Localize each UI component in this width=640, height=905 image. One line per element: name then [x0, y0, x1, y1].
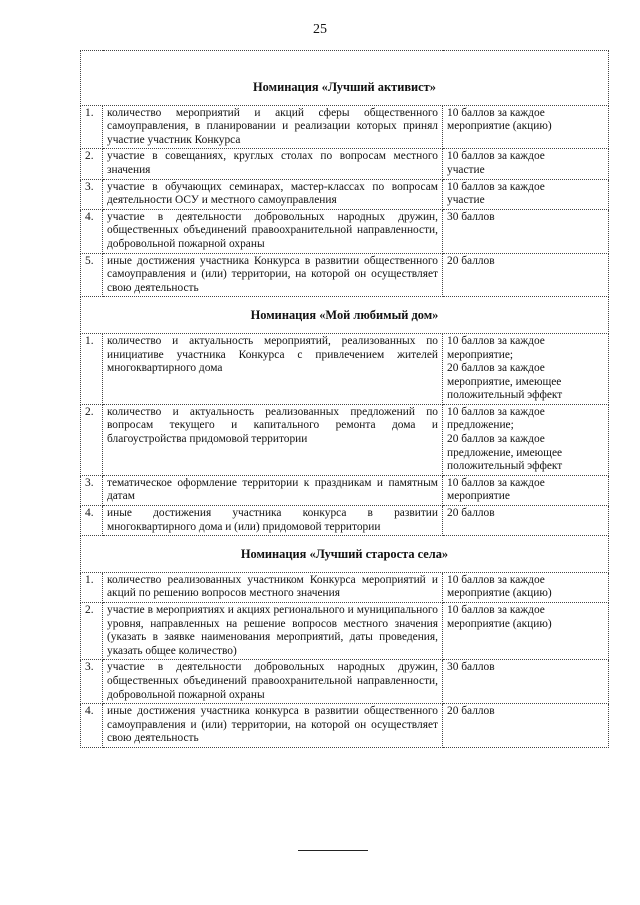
row-number: 4.: [81, 209, 103, 253]
row-number: 3.: [81, 475, 103, 505]
criterion-text: иные достижения участника конкурса в развитии многоквартирного дома и (или) придомовой территории: [103, 506, 443, 536]
table-row: [81, 475, 609, 505]
score-cell: [443, 475, 609, 505]
score-line: мероприятие (акцию): [447, 587, 552, 600]
criterion-text: иные достижения участника конкурса в развитии общественного самоуправления и (или) территории, на которой он осуществляет свою деятельность: [103, 704, 443, 748]
score-cell: [443, 506, 609, 536]
score-line: предложение;: [447, 419, 514, 432]
score-line: участие: [447, 163, 485, 176]
page-number: 25: [313, 22, 327, 37]
row-number: 1.: [81, 105, 103, 149]
score-line: 30 баллов: [447, 210, 495, 223]
criterion-text: тематическое оформление территории к праздникам и памятным датам: [103, 475, 443, 505]
score-line: 10 баллов за каждое: [447, 405, 545, 418]
criterion-text: участие в деятельности добровольных народных дружин, общественных объединений правоохранительной направленности, добровольной пожарной охраны: [103, 209, 443, 253]
table-row: [81, 333, 609, 404]
score-line: 10 баллов за каждое: [447, 150, 545, 163]
score-line: 30 баллов: [447, 661, 495, 674]
table-row: [81, 209, 609, 253]
criterion-text: иные достижения участника Конкурса в развитии общественного самоуправления и (или) территории, на которой он осуществляет свою деятельность: [103, 253, 443, 297]
score-line: мероприятие, имеющее: [447, 375, 562, 388]
row-number: 4.: [81, 704, 103, 748]
section-title: Номинация «Лучший староста села»: [81, 536, 609, 573]
score-line: 10 баллов за каждое: [447, 604, 545, 616]
score-cell: [443, 603, 609, 660]
section-header-row: [81, 536, 609, 573]
row-number: 3.: [81, 179, 103, 209]
score-line: 20 баллов за каждое: [447, 362, 545, 375]
score-line: мероприятие (акцию): [447, 617, 552, 630]
criterion-text: количество и актуальность реализованных предложений по вопросам текущего и капитального ремонта дома и благоустройства придомовой территории: [103, 404, 443, 475]
table-row: [81, 404, 609, 475]
score-line: 10 баллов за каждое: [447, 573, 545, 586]
score-line: 10 баллов за каждое: [447, 106, 545, 119]
score-cell: [443, 333, 609, 404]
section-header-row: [81, 51, 609, 106]
score-line: 20 баллов: [447, 705, 495, 718]
score-line: 10 баллов за каждое: [447, 476, 545, 489]
row-number: 3.: [81, 660, 103, 704]
score-line: мероприятие;: [447, 348, 514, 361]
score-line: 20 баллов: [447, 254, 495, 267]
score-line: положительный эффект: [447, 460, 563, 473]
score-line: мероприятие (акцию): [447, 120, 552, 133]
criterion-text: участие в деятельности добровольных народных дружин, общественных объединений правоохранительной направленности, добровольной пожарной охраны: [103, 660, 443, 704]
row-number: 4.: [81, 506, 103, 536]
score-cell: [443, 660, 609, 704]
score-cell: [443, 572, 609, 602]
footer-divider: [298, 850, 368, 851]
criterion-text: количество и актуальность мероприятий, реализованных по инициативе участника Конкурса с привлечением жителей многоквартирного дома: [103, 333, 443, 404]
score-line: мероприятие: [447, 490, 510, 503]
table-row: [81, 179, 609, 209]
section-header-row: [81, 297, 609, 334]
score-cell: [443, 209, 609, 253]
criterion-text: участие в совещаниях, круглых столах по вопросам местного значения: [103, 149, 443, 179]
row-number: 1.: [81, 572, 103, 602]
criterion-text: количество реализованных участником Конкурса мероприятий и акций по решению вопросов местного значения: [103, 572, 443, 602]
score-cell: [443, 105, 609, 149]
table-row: [81, 149, 609, 179]
nomination-criteria-table: [80, 50, 609, 748]
table-row: [81, 253, 609, 297]
score-cell: [443, 149, 609, 179]
score-cell: [443, 179, 609, 209]
score-line: 10 баллов за каждое: [447, 334, 545, 347]
table-row: [81, 603, 609, 660]
score-cell: [443, 253, 609, 297]
row-number: 1.: [81, 333, 103, 404]
section-title: Номинация «Мой любимый дом»: [81, 297, 609, 334]
table-row: [81, 105, 609, 149]
table-row: [81, 506, 609, 536]
table-row: [81, 704, 609, 748]
row-number: 2.: [81, 149, 103, 179]
section-title: Номинация «Лучший активист»: [81, 51, 609, 106]
row-number: 2.: [81, 603, 103, 660]
criterion-text: участие в обучающих семинарах, мастер-классах по вопросам деятельности ОСУ и местного самоуправления: [103, 179, 443, 209]
score-line: 20 баллов за каждое: [447, 433, 545, 446]
row-number: 2.: [81, 404, 103, 475]
criterion-text: участие в мероприятиях и акциях регионального и муниципального уровня, направленных на решение вопросов местного значения (указать в заявке наименования мероприятий, даты проведения, указать общее количество): [103, 603, 443, 660]
table-row: [81, 572, 609, 602]
criterion-text: количество мероприятий и акций сферы общественного самоуправления, в планировании и реализации которых принял участие участник Конкурса: [103, 105, 443, 149]
row-number: 5.: [81, 253, 103, 297]
table-row: [81, 660, 609, 704]
score-line: участие: [447, 194, 485, 207]
score-cell: [443, 704, 609, 748]
score-cell: [443, 404, 609, 475]
score-line: положительный эффект: [447, 389, 563, 402]
score-line: 20 баллов: [447, 507, 495, 520]
score-line: предложение, имеющее: [447, 446, 563, 459]
score-line: 10 баллов за каждое: [447, 180, 545, 193]
